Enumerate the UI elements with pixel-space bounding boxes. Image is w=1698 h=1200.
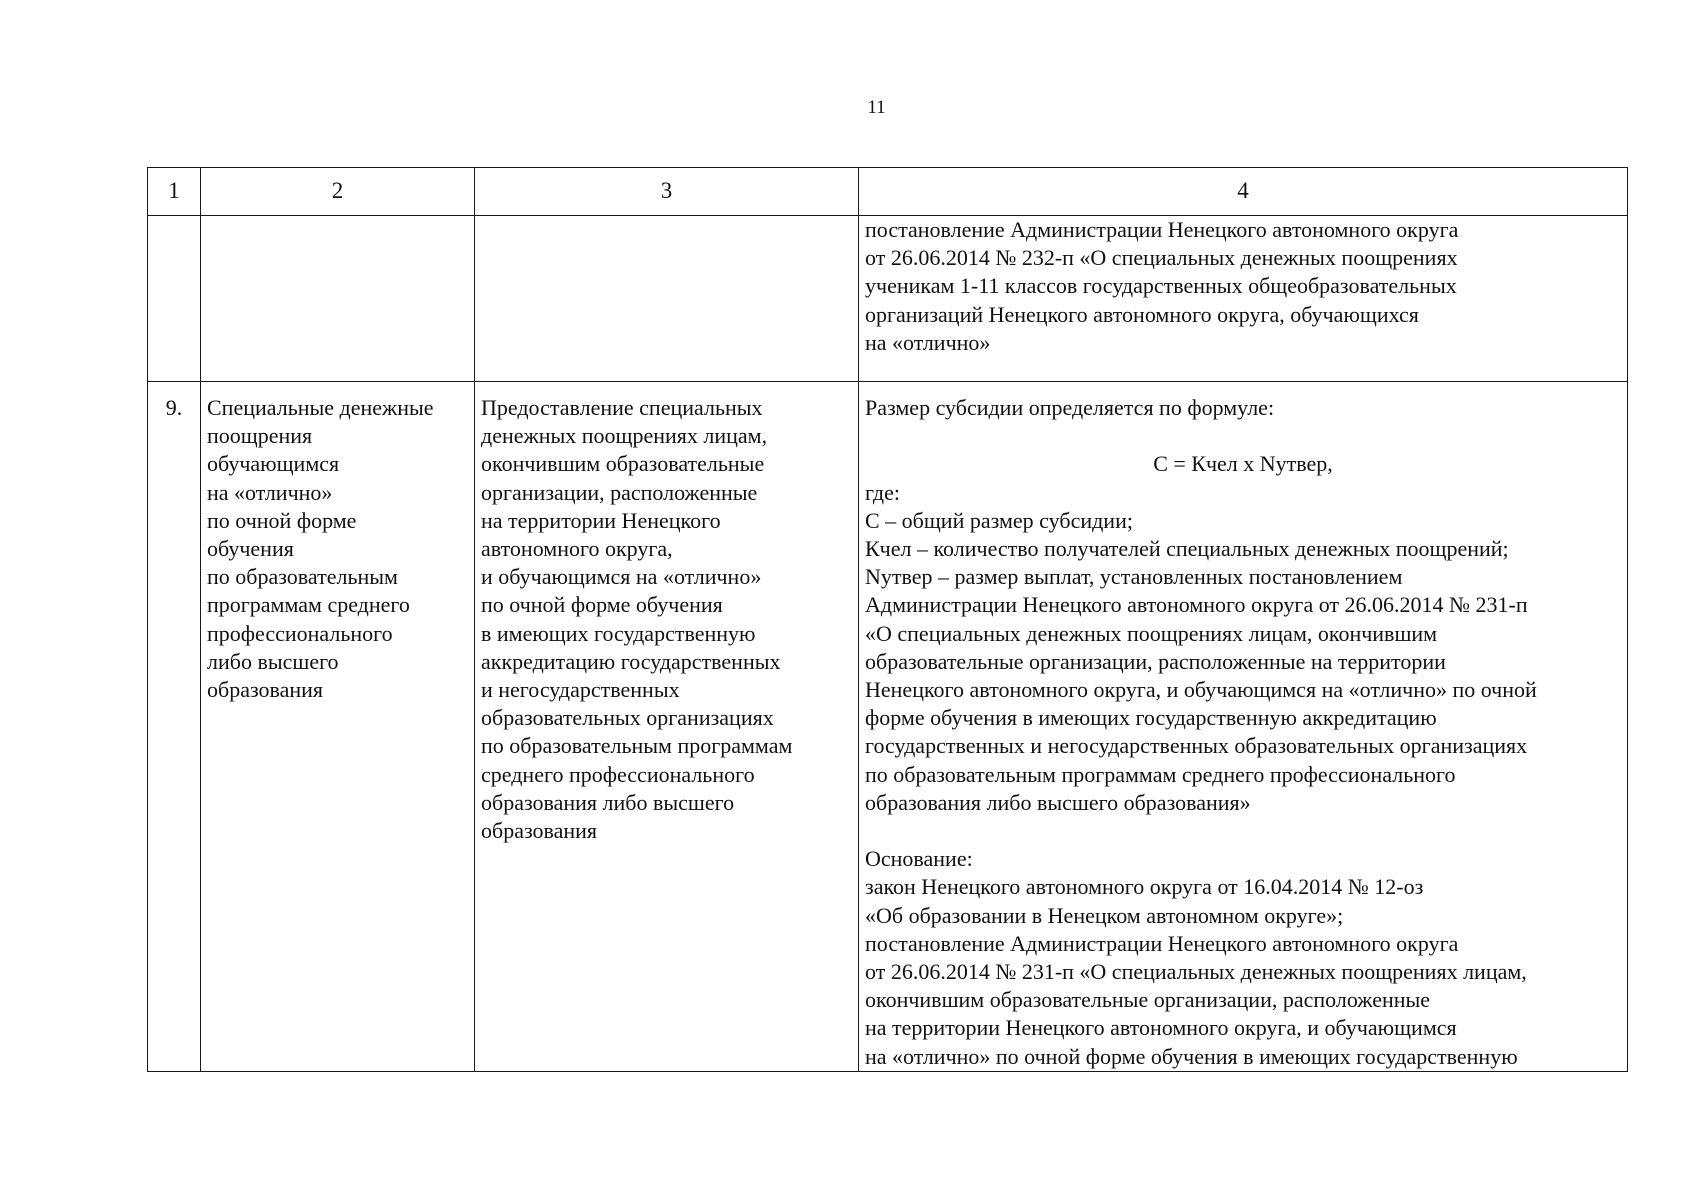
- spacer: [865, 422, 1621, 450]
- text-line: и негосударственных: [481, 677, 680, 703]
- text-line: «О специальных денежных поощрениях лицам, окончившим: [865, 620, 1438, 646]
- text-line: в имеющих государственную: [481, 620, 756, 646]
- text-line: Предоставление специальных: [481, 395, 763, 420]
- text-line: по очной форме обучения: [481, 592, 723, 618]
- text-line: программам среднего: [207, 592, 410, 618]
- text-line: окончившим образовательные: [481, 451, 765, 477]
- text-line: по образовательным: [207, 564, 398, 590]
- row9-col4: [859, 382, 1628, 1072]
- text-line: аккредитацию государственных: [481, 648, 781, 674]
- text-line: форме обучения в имеющих государственную аккредитацию: [865, 705, 1437, 731]
- spacer: [865, 817, 1621, 845]
- header-cell-1: 1: [148, 168, 201, 216]
- text-line: Кчел – количество получателей специальных денежных поощрений;: [865, 536, 1509, 561]
- text-line: «Об образовании в Ненецком автономном округе»;: [865, 902, 1344, 928]
- text-line: постановление Администрации Ненецкого автономного округа: [865, 217, 1459, 242]
- header-cell-4: 4: [859, 168, 1628, 216]
- text-line: образования: [207, 677, 324, 703]
- text-line: на «отлично»: [865, 329, 991, 355]
- text-line: по образовательным программам: [481, 733, 793, 759]
- text-line: образовательных организациях: [481, 705, 774, 731]
- row9-col2: [201, 382, 475, 1072]
- row9-col3: [475, 382, 859, 1072]
- header-cell-3: 3: [475, 168, 859, 216]
- cont-cell-3: [475, 216, 859, 382]
- document-table: [147, 167, 1628, 1072]
- text-line: либо высшего: [207, 648, 339, 674]
- text-line: Администрации Ненецкого автономного округа от 26.06.2014 № 231-п: [865, 592, 1528, 618]
- text-line: Ненецкого автономного округа, и обучающимся на «отлично» по очной: [865, 677, 1537, 703]
- text-line: организации, расположенные: [481, 479, 758, 505]
- text-line: окончившим образовательные организации, расположенные: [865, 987, 1431, 1013]
- page-number: 11: [867, 97, 886, 118]
- text-line: постановление Администрации Ненецкого автономного округа: [865, 930, 1459, 956]
- text-line: Специальные денежные: [207, 395, 434, 420]
- text-line: образовательные организации, расположенные на территории: [865, 648, 1446, 674]
- text-line: государственных и негосударственных образовательных организациях: [865, 733, 1528, 759]
- text-line: на территории Ненецкого: [481, 507, 721, 533]
- cont-cell-1: [148, 216, 201, 382]
- text-line: среднего профессионального: [481, 761, 755, 787]
- table-row-continuation: [148, 216, 1628, 382]
- row-number: 9.: [148, 382, 201, 1072]
- text-line: Nутвер – размер выплат, установленных постановлением: [865, 564, 1403, 590]
- cont-cell-4: [859, 216, 1628, 382]
- text-line: по очной форме: [207, 507, 357, 533]
- text-line: ученикам 1-11 классов государственных общеобразовательных: [865, 273, 1457, 299]
- formula-intro: Размер субсидии определяется по формуле:: [865, 395, 1275, 420]
- header-cell-2: 2: [201, 168, 475, 216]
- text-line: автономного округа,: [481, 536, 673, 562]
- text-line: по образовательным программам среднего профессионального: [865, 761, 1456, 787]
- text-line: от 26.06.2014 № 231-п «О специальных денежных поощрениях лицам,: [865, 959, 1527, 985]
- text-line: Основание:: [865, 846, 973, 872]
- text-line: закон Ненецкого автономного округа от 16.04.2014 № 12-оз: [865, 874, 1424, 900]
- text-line: на «отлично»: [207, 479, 333, 505]
- text-line: и обучающимся на «отлично»: [481, 564, 762, 590]
- text-line: где:: [865, 479, 900, 505]
- table-header-row: [148, 168, 1628, 216]
- text-line: на территории Ненецкого автономного округа, и обучающимся: [865, 1015, 1457, 1041]
- text-line: профессионального: [207, 620, 393, 646]
- text-line: поощрения: [207, 423, 313, 449]
- text-line: образования: [481, 818, 598, 844]
- cont-cell-2: [201, 216, 475, 382]
- text-line: денежных поощрениях лицам,: [481, 423, 768, 449]
- table-row-9: [148, 382, 1628, 1072]
- text-line: от 26.06.2014 № 232-п «О специальных денежных поощрениях: [865, 245, 1458, 271]
- text-line: С – общий размер субсидии;: [865, 507, 1133, 533]
- text-line: образования либо высшего образования»: [865, 789, 1251, 815]
- formula: С = Кчел х Nутвер,: [1153, 451, 1333, 477]
- text-line: обучающимся: [207, 451, 340, 477]
- text-line: организаций Ненецкого автономного округа, обучающихся: [865, 301, 1419, 327]
- text-line: обучения: [207, 536, 294, 562]
- text-line: образования либо высшего: [481, 789, 735, 815]
- text-line: на «отлично» по очной форме обучения в имеющих государственную: [865, 1043, 1518, 1069]
